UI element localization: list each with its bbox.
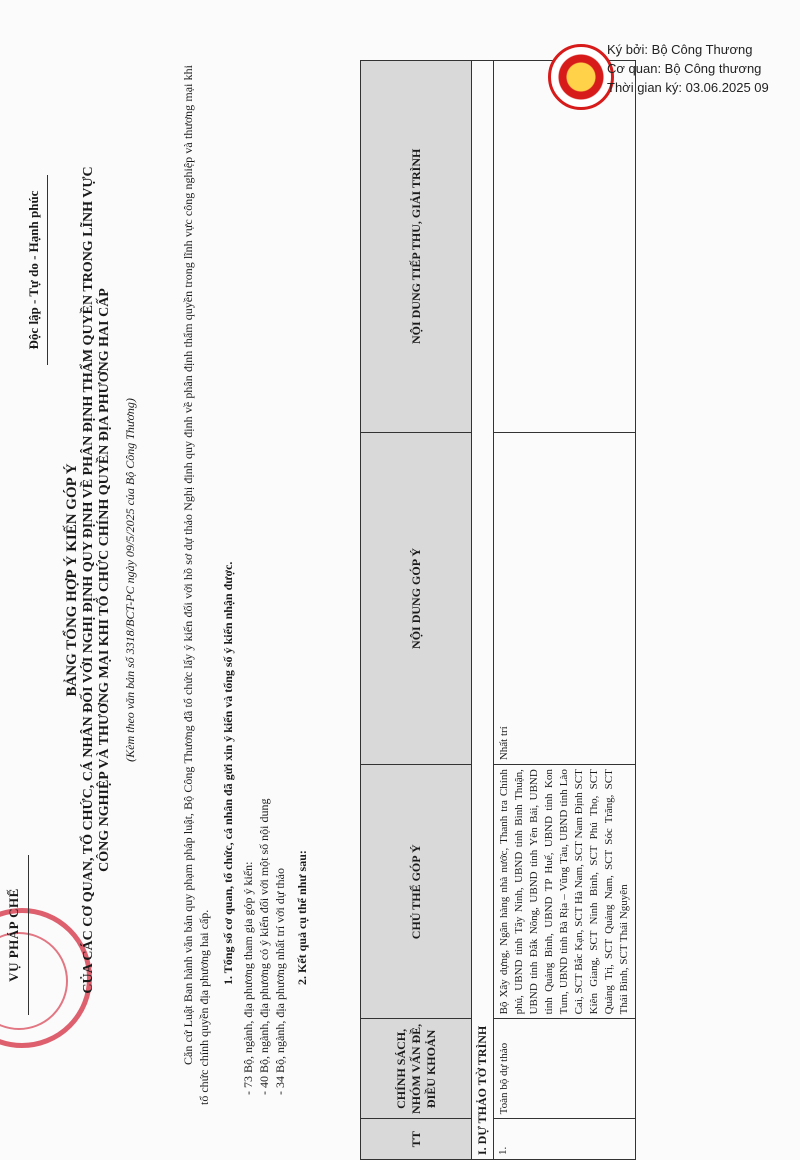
signing-time: Thời gian ký: 03.06.2025 09: [607, 80, 769, 95]
section-row: [472, 61, 494, 1160]
section-title: I. DỰ THẢO TỜ TRÌNH: [472, 61, 494, 1160]
document-title-line3: CÔNG NGHIỆP VÀ THƯƠNG MẠI KHI TỔ CHỨC CHÍNH QUYỀN ĐỊA PHƯƠNG HAI CẤP: [97, 288, 112, 872]
document-subtitle: (Kèm theo văn bản số 3318/BCT-PC ngày 09/5/2025 của Bộ Công Thương): [123, 398, 137, 762]
header-response: NỘI DUNG TIẾP THU, GIẢI TRÌNH: [361, 61, 472, 433]
intro-heading-1: 1. Tổng số cơ quan, tổ chức, cá nhân đã gửi xin ý kiến và tổng số ý kiến nhận được.: [221, 561, 235, 985]
document-title-line2: CỦA CÁC CƠ QUAN, TỔ CHỨC, CÁ NHÂN ĐỐI VỚI NGHỊ ĐỊNH QUY ĐỊNH VỀ PHÂN ĐỊNH THẨM QUYỀN TRONG LĨNH VỰC: [81, 166, 96, 994]
header-policy: CHÍNH SÁCH, NHÓM VẤN ĐỀ, ĐIỀU KHOẢN: [361, 1019, 472, 1119]
table-row: [494, 61, 636, 1160]
intro-item: - 73 Bộ, ngành, địa phương tham gia góp ý kiến:: [241, 861, 255, 1095]
intro-paragraph: Căn cứ Luật Ban hành văn bản quy phạm pháp luật, Bộ Công Thương đã tổ chức lấy ý kiến đối với hồ sơ dự thảo Nghị định quy định về phân định thẩm quyền trong lĩnh vực công nghiệp và thương mại khi tổ chức chính quyền địa phương hai cấp.: [181, 65, 211, 1105]
table-header-row: [361, 61, 472, 1160]
document-title: BẢNG TỔNG HỢP Ý KIẾN GÓP Ý: [64, 463, 80, 697]
department-name: VỤ PHÁP CHẾ: [6, 888, 21, 982]
national-motto: [26, 110, 48, 430]
signed-by: Ký bởi: Bộ Công Thương: [607, 42, 753, 57]
department-underline: [28, 855, 29, 1015]
row-subject: Bộ Xây dựng, Ngân hàng nhà nước, Thanh tra Chính phủ, UBND tỉnh Tây Ninh, UBND tỉnh Bình Thuận, UBND tỉnh Đắk Nông, UBND tỉnh Yên Bái, UBND tỉnh Quảng Bình, UBND TP Huế, UBND tỉnh Kon Tum, UBND tỉnh Bà Rịa – Vũng Tàu, UBND tỉnh Lào Cai, SCT Bắc Kạn, SCT Hà Nam, SCT Nam Định SCT Kiên Giang, SCT Ninh Bình, SCT Phú Thọ, SCT Quảng Trị, SCT Quảng Nam, SCT Sóc Trăng, SCT Thái Bình, SCT Thái Nguyên: [494, 765, 636, 1019]
signing-agency: Cơ quan: Bộ Công thương: [607, 61, 762, 76]
motto-underline: [47, 175, 48, 365]
row-policy: Toàn bộ dự thảo: [494, 1019, 636, 1119]
issuing-department: [6, 805, 29, 1065]
intro-item: - 34 Bộ, ngành, địa phương nhất trí với dự thảo: [273, 867, 287, 1095]
comments-table: [360, 60, 636, 1160]
intro-item: - 40 Bộ, ngành, địa phương có ý kiến đối với một số nội dung: [257, 798, 271, 1095]
header-tt: TT: [361, 1119, 472, 1160]
digital-signature-block: [545, 40, 800, 97]
intro-section: [180, 65, 310, 1105]
header-content: NỘI DUNG GÓP Ý: [361, 432, 472, 764]
motto-text: Độc lập - Tự do - Hạnh phúc: [26, 190, 41, 350]
intro-heading-2: 2. Kết quả cụ thể như sau:: [295, 850, 309, 985]
row-response: [494, 61, 636, 433]
row-content: Nhất trí: [494, 432, 636, 764]
document-title-block: [64, 70, 138, 1090]
header-subject: CHỦ THỂ GÓP Ý: [361, 765, 472, 1019]
row-tt: 1.: [494, 1119, 636, 1160]
